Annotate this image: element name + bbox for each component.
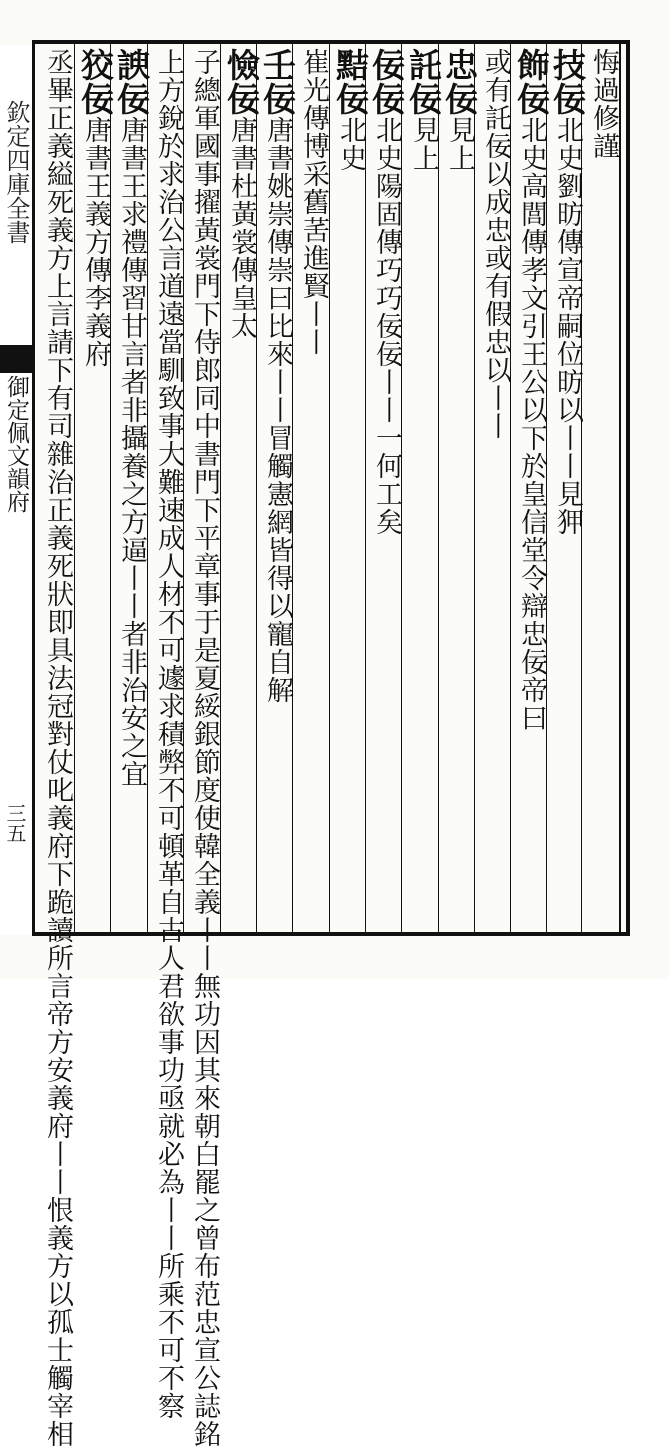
column-text: 唐書王義方傳李義府 (80, 116, 111, 368)
entry-heading: 忠佞 (440, 48, 479, 116)
spine-subtitle: 御定佩文韻府 (3, 375, 29, 513)
text-column-13 (151, 48, 185, 1420)
column-text: 北史 (335, 116, 366, 172)
column-text: 子總軍國事擢黃裳門下侍郎同中書門下平章事于是夏綏銀節度使韓全義丨丨無功因其來朝白罷之曾布范忠宣公誌銘 (189, 48, 220, 1448)
column-text: 丞畢正義縊死義方上言請下有司雜治正義死狀即具法冠對仗叱義府下跪讀所言帝方安義府丨丨恨義方以孤士觸宰相 (42, 48, 73, 1448)
entry-heading: 狡佞 (76, 48, 115, 116)
text-column-11 (222, 48, 261, 928)
text-column-2 (548, 48, 587, 928)
column-text: 或有託佞以成忠或有假忠以丨丨 (480, 48, 511, 440)
left-border (32, 40, 35, 936)
column-text: 北史劉昉傳宣帝嗣位昉以丨丨見狎 (552, 116, 583, 536)
column-text: 崔光傳博采舊䒷進賢丨丨 (298, 48, 329, 356)
entry-heading: 託佞 (404, 48, 443, 116)
text-column-10 (258, 48, 297, 928)
entry-heading: 憸佞 (222, 48, 261, 116)
text-column-5 (440, 48, 479, 928)
text-column-6 (404, 48, 443, 928)
book-spine (0, 45, 32, 935)
entry-heading: 壬佞 (258, 48, 297, 116)
text-column-16 (40, 48, 74, 1448)
text-column-4 (478, 48, 512, 928)
column-text: 上方銳於求治公言道遠當馴致事大難速成人材不可遽求積弊不可頓革自古人君欲事功亟就必為丨丨所乘不可不察 (153, 48, 184, 1420)
column-text: 唐書王求禮傳習甘言者非攝養之方逼丨丨者非治安之宜 (116, 116, 147, 788)
text-column-3 (512, 48, 551, 928)
text-column-9 (296, 48, 330, 928)
column-text: 北史高閭傳孝文引王公以下於皇信堂令辯忠佞帝曰 (516, 116, 547, 732)
right-border-outer (626, 40, 630, 936)
column-divider (74, 44, 75, 932)
text-column-15 (76, 48, 115, 928)
column-text: 唐書杜黃裳傳皇太 (226, 116, 257, 340)
text-column-12 (187, 48, 221, 1448)
column-text: 見上 (444, 116, 475, 172)
entry-heading: 諛佞 (112, 48, 151, 116)
column-text: 北史陽固傳巧巧佞佞丨丨一何工矣 (371, 116, 402, 536)
spine-title: 欽定四庫全書 (2, 100, 30, 244)
fold-mark (0, 345, 32, 373)
text-column-8 (331, 48, 370, 928)
bottom-border (34, 932, 630, 936)
column-text: 見上 (408, 116, 439, 172)
entry-heading: 飾佞 (512, 48, 551, 116)
text-column-1 (586, 48, 620, 928)
entry-heading: 黠佞 (331, 48, 370, 116)
text-column-7 (367, 48, 406, 928)
column-text: 悔過修謹 (588, 48, 619, 160)
text-column-14 (112, 48, 151, 928)
column-text: 唐書姚崇傳崇曰比來丨丨冒觸憲網皆得以寵自解 (262, 116, 293, 704)
entry-heading: 佞佞 (367, 48, 406, 116)
entry-heading: 技佞 (548, 48, 587, 116)
top-border (34, 40, 630, 44)
page-number: 三五 (3, 803, 27, 843)
